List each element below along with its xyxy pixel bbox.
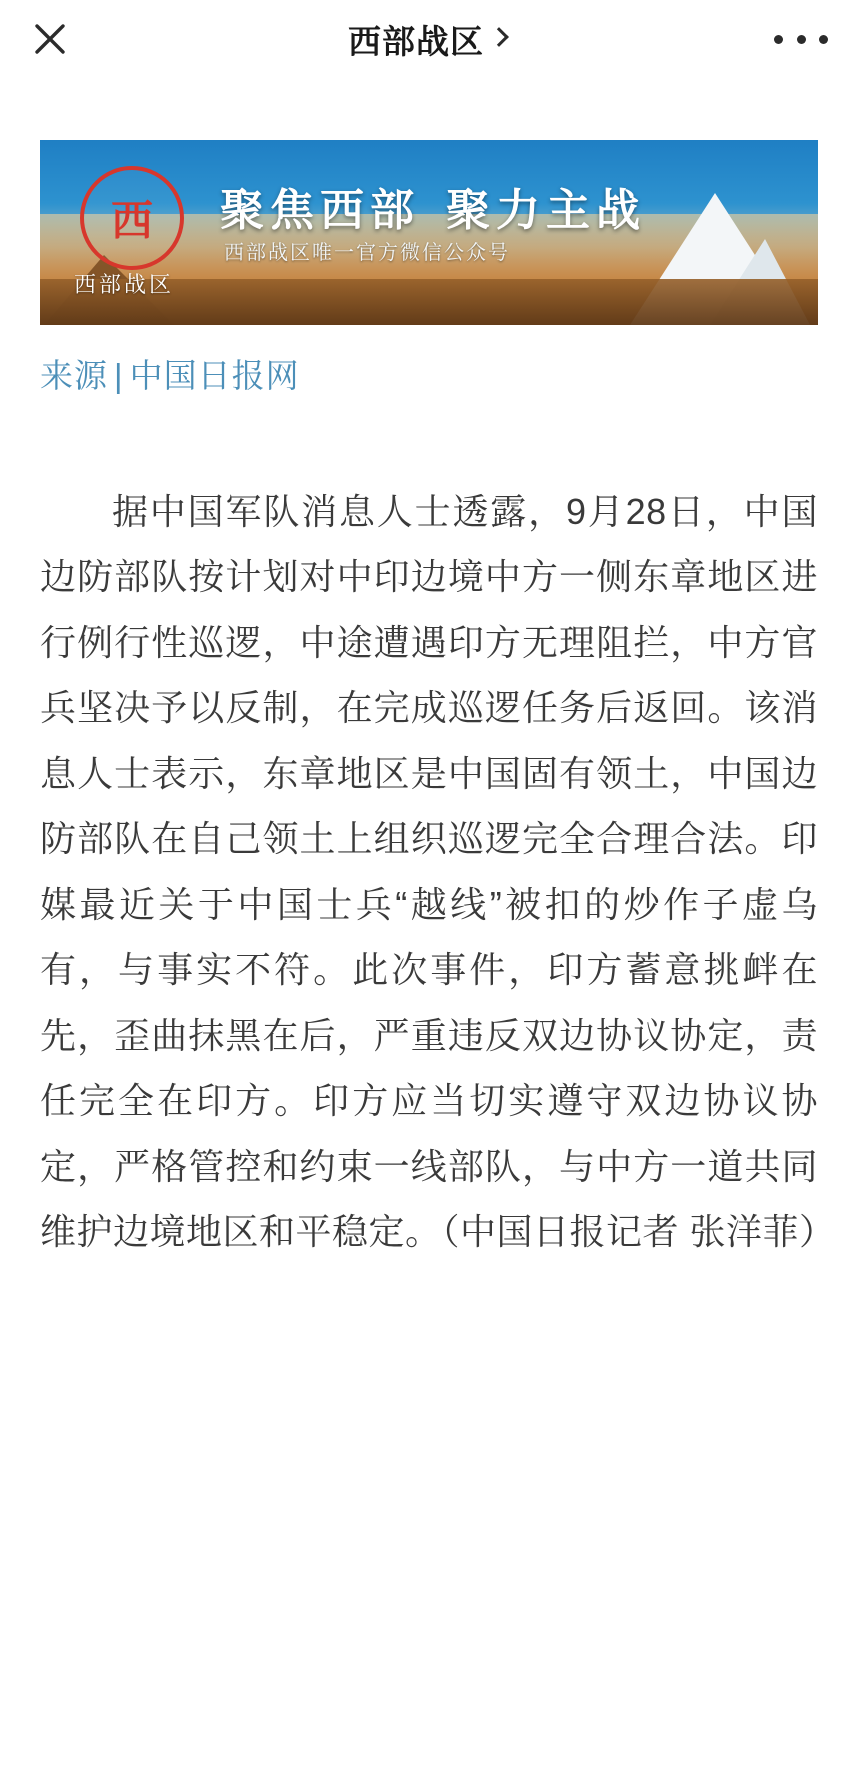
page-title: 西部战区 — [348, 22, 484, 60]
banner-image — [40, 140, 818, 325]
article-paragraph: 据中国军队消息人士透露，9月28日，中国边防部队按计划对中印边境中方一侧东章地区进行例行性巡逻，中途遭遇印方无理阻拦，中方官兵坚决予以反制，在完成巡逻任务后返回。该消息人士表示，东章地区是中国固有领土，中国边防部队在自己领土上组织巡逻完全合理合法。印媒最近关于中国士兵“越线”被扣的炒作子虚乌有，与事实不符。此次事件，印方蓄意挑衅在先，歪曲抹黑在后，严重违反双边协议协定，责任完全在印方。印方应当切实遵守双边协议协定，严格管控和约束一线部队，与中方一道共同维护边境地区和平稳定。（中国日报记者 张洋菲） — [40, 490, 836, 1253]
banner-headline — [220, 174, 646, 238]
source-separator: | — [114, 357, 124, 394]
banner-headline-right: 聚力主战 — [446, 186, 646, 235]
article-container — [0, 140, 858, 1325]
account-title-button[interactable] — [348, 16, 510, 63]
banner-subline: 西部战区唯一官方微信公众号 — [224, 242, 510, 264]
chevron-right-icon — [490, 26, 510, 52]
more-dot — [819, 35, 828, 44]
logo-seal: 西 — [80, 166, 184, 270]
more-horizontal-icon[interactable] — [774, 17, 828, 61]
logo-subtitle: 西部战区 — [74, 272, 175, 297]
more-dot — [774, 35, 783, 44]
source-name[interactable]: 中国日报网 — [129, 357, 300, 394]
more-dot — [797, 35, 806, 44]
top-navigation-bar — [0, 0, 858, 78]
source-label: 来源 — [40, 357, 108, 394]
close-icon[interactable] — [28, 17, 72, 61]
source-line — [40, 351, 818, 401]
banner-headline-left: 聚焦西部 — [220, 186, 420, 235]
